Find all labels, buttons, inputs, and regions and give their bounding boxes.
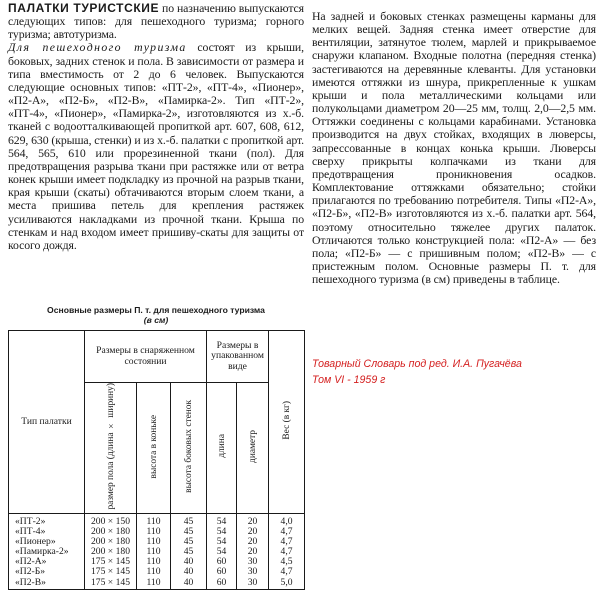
- article-heading: ПАЛАТКИ ТУРИСТСКИЕ: [8, 1, 160, 15]
- source-caption-line2: Том VI - 1959 г: [312, 373, 386, 386]
- table-row: «П2-А»: [15, 556, 47, 568]
- source-caption-line1: Товарный Словарь под ред. И.А. Пугачёва: [312, 358, 522, 370]
- intro-text: по назначению выпускаются следующих типов: для пешеходного туризма; горного туризма; автотуризма.: [8, 1, 304, 42]
- table-caption-unit: (в см): [143, 315, 169, 325]
- right-column-text: На задней и боковых стенках размещены карманы для мелких вещей. Задняя стенка имеет отверстие для вентиляции, затянутое тюлем, марлей и прикрываемое снаружи клапаном. Входные полотна (передняя стенка) застегиваются на деревянные клеванты. Для установки имеются оттяжки из шнура, прикрепленные к ушкам крыши и пола металлическими кольцами или полукольцами диаметром 20—25 мм, толщ. 2,0—2,5 мм. Оттяжки соединены с кольцами карабинами. Установка производится на двух стойках, входящих в люверсы, запрессованные в концах конька крыши. Люверсы сверху прикрыты колпачками из ткани для предотвращения проникновения осадков. Комплектование оттяжками обязательно; стойки прилагаются по требованию потребителя. Типы «П2-А», «П2-Б», «П2-В» изготовляются из х.-б. палатки арт. 564, поэтому относительно тяжелее других палаток. Отличаются только конструкцией пола: «П2-А» — без пола; «П2-Б» — с пришивным полом; «П2-В» — с пристежным полом. Основные размеры П. т. для пешеходного туризма (в см) приведены в таблице.: [312, 9, 596, 287]
- pedestrian-paragraph: [8, 41, 304, 252]
- type-cell: [9, 513, 85, 589]
- diameter-cell: 20 20 20 20 30 30 30: [237, 513, 269, 589]
- col-length-header: длина: [207, 383, 237, 514]
- tent-sizes-table: [8, 330, 305, 590]
- pedestrian-subheading: Для пешеходного туризма: [8, 40, 187, 55]
- table-caption: [8, 305, 304, 325]
- right-column: [312, 10, 596, 286]
- table-caption-main: Основные размеры П. т. для пешеходного туризма: [47, 305, 265, 315]
- col-floor-header: размер пола (длина × ширину): [85, 383, 137, 514]
- table-row: «П2-Б»: [15, 566, 46, 578]
- col-weight-header: Вес (в кг): [269, 331, 305, 514]
- table-row: «П2-В»: [15, 576, 46, 588]
- table-row: «ПТ-2»: [15, 515, 46, 527]
- source-caption: [312, 357, 526, 389]
- col-side-header: высота боковых стенок: [171, 383, 207, 514]
- left-column: [8, 2, 304, 252]
- side-cell: 45 45 45 45 40 40 40: [171, 513, 207, 589]
- table-body: [9, 513, 305, 589]
- group-packed-header: Размеры в упакованном виде: [207, 331, 269, 383]
- table-row: «ПТ-4»: [15, 526, 46, 538]
- col-height-header: высота в коньке: [137, 383, 171, 514]
- pedestrian-text: состоят из крыши, боковых, задних стенок и пола. В зависимости от размера и типа вместимость от 2 до 6 человек. Выпускаются следующие основных типов: «ПТ-2», «ПТ-4», «Пионер», «П2-А», «П2-Б», «П2-В», «Памирка-2». Тип «ПТ-2», «ПТ-4», «Пионер», «Памирка-2», изготовляются из х.-б. тканей с водоотталкивающей пропиткой арт. 607, 608, 612, 629, 630 (крыша, стенки) и из х.-б. палатки с пропиткой арт. 564, 565, 610 или прорезиненной ткани (пол). Для предотвращения разрыва ткани при растяжке или от ветра конек крыши имеет подкладку из прочной на разрыв ткани, края крыши (скаты) обтачиваются вторым слоем ткани, а места пришива петель для крепления растяжек усиливаются накладками из прочной ткани. Крыша по стенкам и над входом имеет пришиву-скаты для защиты от косого дождя.: [8, 40, 304, 252]
- group-setup-header: Размеры в снаряженном состоянии: [85, 331, 207, 383]
- length-cell: 54 54 54 54 60 60 60: [207, 513, 237, 589]
- height-cell: 110 110 110 110 110 110 110: [137, 513, 171, 589]
- table-row: «Памирка-2»: [15, 546, 69, 558]
- table-row: «Пионер»: [15, 536, 56, 548]
- floor-cell: 200 × 150 200 × 180 200 × 180 200 × 180 175 × 145 175 × 145 175 × 145: [85, 513, 137, 589]
- col-diameter-header: диаметр: [237, 383, 269, 514]
- intro-paragraph: [8, 2, 304, 41]
- col-type-header: Тип палатки: [9, 331, 85, 514]
- weight-cell: 4,0 4,7 4,7 4,7 4,5 4,7 5,0: [269, 513, 305, 589]
